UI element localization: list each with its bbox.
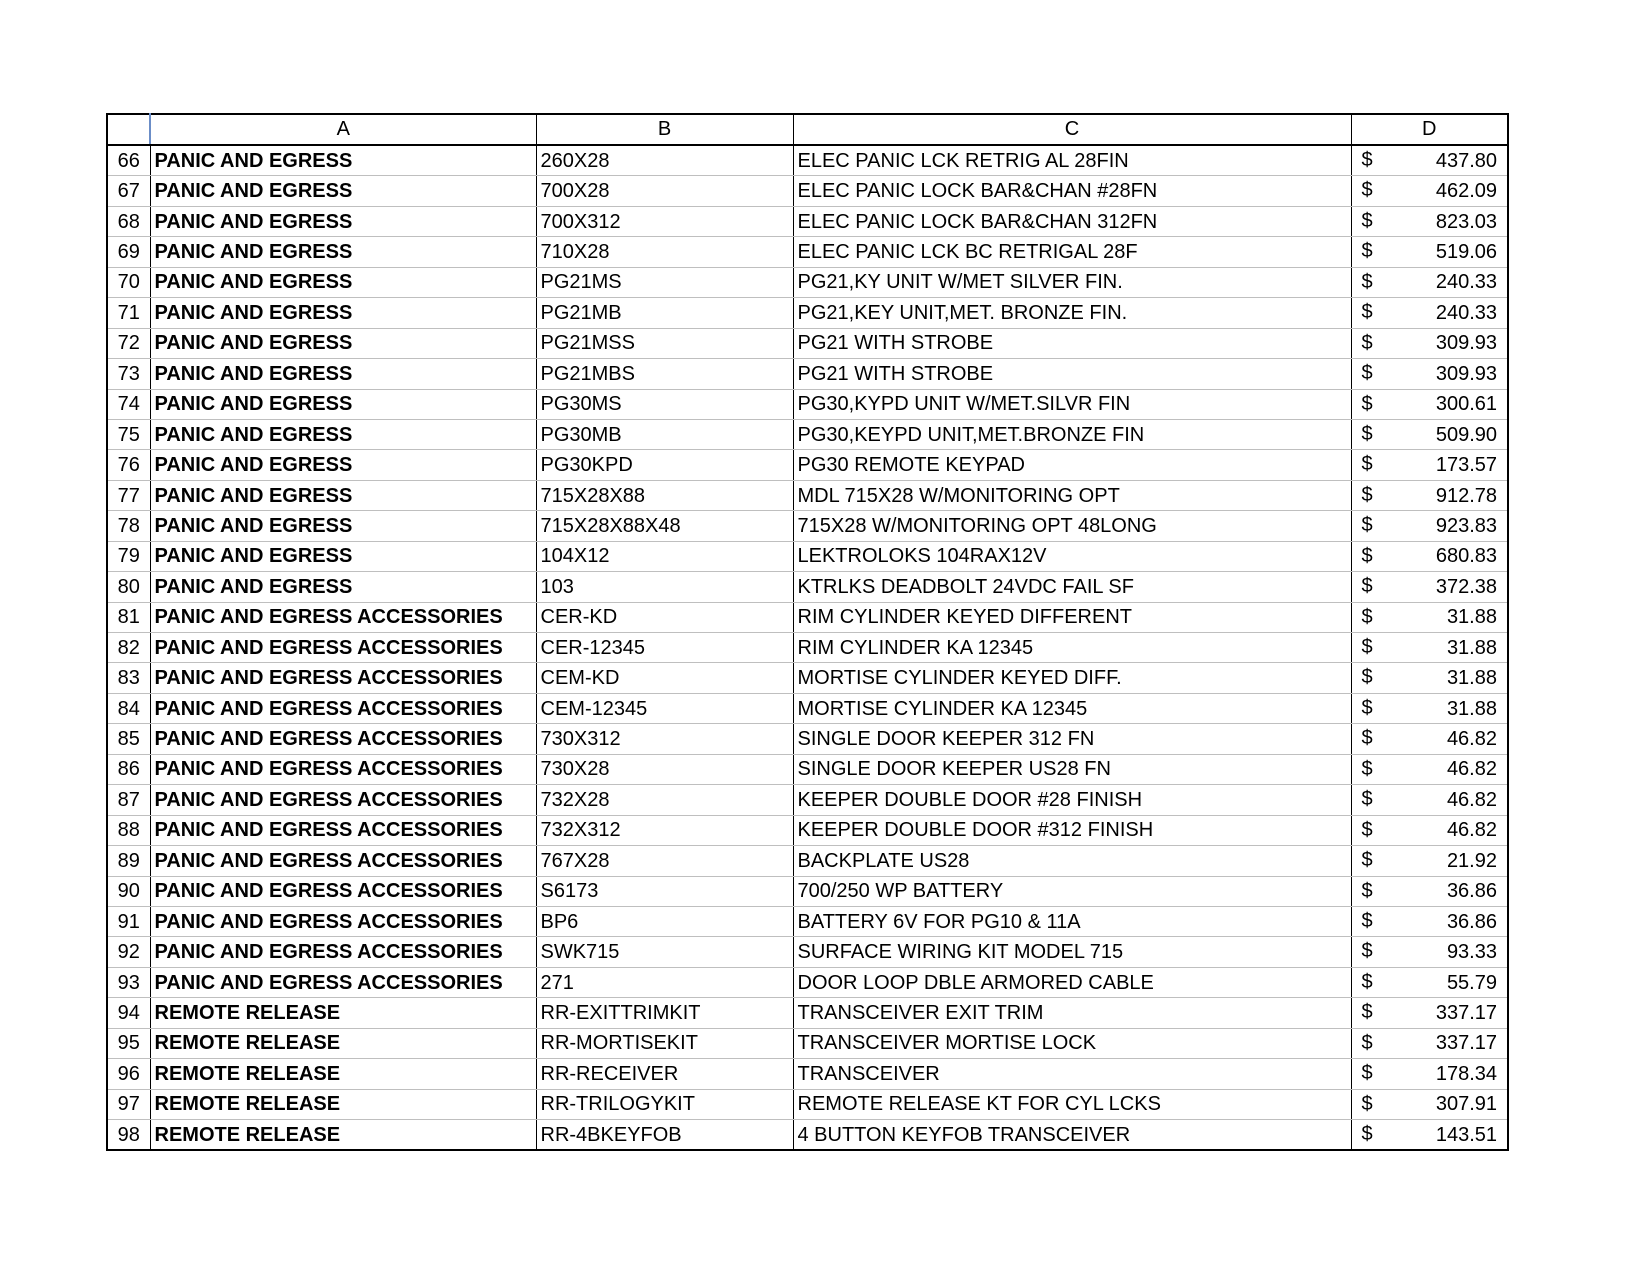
column-header-a[interactable]: A (150, 114, 536, 145)
description-cell[interactable]: RIM CYLINDER KA 12345 (793, 633, 1351, 663)
price-amount: 31.88 (1446, 667, 1497, 690)
currency-symbol: $ (1361, 909, 1373, 932)
currency-symbol: $ (1361, 605, 1373, 628)
row-number[interactable]: 97 (107, 1089, 150, 1119)
table-row (107, 237, 1508, 267)
part-number-cell[interactable]: 260X28 (536, 145, 793, 176)
price-amount: 173.57 (1435, 454, 1497, 477)
price-cell[interactable] (1351, 754, 1508, 784)
price-amount: 143.51 (1435, 1123, 1497, 1146)
price-amount: 337.17 (1435, 1001, 1497, 1024)
price-cell[interactable] (1351, 450, 1508, 480)
currency-symbol: $ (1361, 392, 1373, 415)
description-cell[interactable]: TRANSCEIVER (793, 1059, 1351, 1089)
part-number-cell[interactable]: 700X28 (536, 176, 793, 206)
price-cell[interactable] (1351, 328, 1508, 358)
category-cell[interactable]: PANIC AND EGRESS (150, 206, 536, 236)
price-cell[interactable] (1351, 846, 1508, 876)
part-number-cell[interactable]: CEM-KD (536, 663, 793, 693)
part-number-cell[interactable]: BP6 (536, 906, 793, 936)
price-cell[interactable] (1351, 1028, 1508, 1058)
currency-symbol: $ (1361, 240, 1373, 263)
description-cell[interactable]: KEEPER DOUBLE DOOR #312 FINISH (793, 815, 1351, 845)
price-amount: 31.88 (1446, 636, 1497, 659)
currency-symbol: $ (1361, 788, 1373, 811)
row-number[interactable]: 92 (107, 937, 150, 967)
part-number-cell[interactable]: CER-12345 (536, 633, 793, 663)
row-number[interactable]: 98 (117, 1123, 140, 1146)
description-cell[interactable]: TRANSCEIVER EXIT TRIM (793, 998, 1351, 1028)
table-row (107, 359, 1508, 389)
table-row (107, 419, 1508, 449)
currency-symbol: $ (1361, 301, 1373, 324)
table-row (107, 663, 1508, 693)
description-cell[interactable]: LEKTROLOKS 104RAX12V (793, 541, 1351, 571)
category-cell[interactable]: PANIC AND EGRESS (150, 450, 536, 480)
part-number-cell[interactable]: 730X28 (536, 754, 793, 784)
row-number[interactable]: 66 (107, 145, 150, 176)
price-cell[interactable] (1351, 876, 1508, 906)
description-cell[interactable]: PG21,KY UNIT W/MET SILVER FIN. (793, 267, 1351, 297)
column-header-c[interactable]: C (793, 114, 1351, 145)
table-row (107, 572, 1508, 602)
price-amount: 437.80 (1435, 149, 1497, 172)
description-cell[interactable]: REMOTE RELEASE KT FOR CYL LCKS (793, 1089, 1351, 1119)
table-row (107, 754, 1508, 784)
category-cell[interactable]: PANIC AND EGRESS ACCESSORIES (150, 693, 536, 723)
category-cell[interactable]: PANIC AND EGRESS (150, 541, 536, 571)
table-row (107, 1089, 1508, 1119)
row-number[interactable]: 78 (107, 511, 150, 541)
table-row (107, 937, 1508, 967)
category-cell[interactable]: PANIC AND EGRESS (150, 572, 536, 602)
description-cell[interactable]: 715X28 W/MONITORING OPT 48LONG (793, 511, 1351, 541)
row-number[interactable]: 76 (107, 450, 150, 480)
part-number-cell[interactable]: 767X28 (536, 846, 793, 876)
price-cell[interactable] (1351, 206, 1508, 236)
price-cell[interactable] (1351, 480, 1508, 510)
currency-symbol: $ (1361, 514, 1373, 537)
table-row (107, 298, 1508, 328)
price-amount: 519.06 (1435, 241, 1497, 264)
row-number[interactable]: 82 (107, 633, 150, 663)
price-cell[interactable] (1351, 511, 1508, 541)
price-cell[interactable] (1351, 389, 1508, 419)
category-cell[interactable]: PANIC AND EGRESS ACCESSORIES (150, 937, 536, 967)
category-cell[interactable]: REMOTE RELEASE (150, 1059, 536, 1089)
price-amount: 31.88 (1446, 606, 1497, 629)
description-cell[interactable]: SURFACE WIRING KIT MODEL 715 (793, 937, 1351, 967)
currency-symbol: $ (1361, 818, 1373, 841)
table-row (107, 1059, 1508, 1089)
price-cell[interactable] (1351, 541, 1508, 571)
table-row (107, 145, 1508, 176)
table-row (107, 785, 1508, 815)
category-cell[interactable]: PANIC AND EGRESS (150, 145, 536, 176)
part-number-cell[interactable]: PG21MSS (536, 328, 793, 358)
row-number[interactable]: 96 (107, 1059, 150, 1089)
table-row (107, 602, 1508, 632)
row-number[interactable]: 88 (107, 815, 150, 845)
price-cell[interactable] (1351, 237, 1508, 267)
category-cell[interactable]: PANIC AND EGRESS ACCESSORIES (150, 633, 536, 663)
row-number[interactable]: 86 (107, 754, 150, 784)
price-cell[interactable] (1351, 633, 1508, 663)
price-amount: 46.82 (1446, 788, 1497, 811)
price-cell[interactable] (1351, 815, 1508, 845)
price-list-table (106, 113, 1509, 1151)
table-row (107, 206, 1508, 236)
currency-symbol: $ (1361, 575, 1373, 598)
price-cell[interactable] (1351, 937, 1508, 967)
price-amount: 31.88 (1446, 697, 1497, 720)
description-cell[interactable]: PG21,KEY UNIT,MET. BRONZE FIN. (793, 298, 1351, 328)
currency-symbol: $ (1361, 879, 1373, 902)
row-number[interactable]: 93 (107, 967, 150, 997)
price-amount: 680.83 (1435, 545, 1497, 568)
price-amount: 823.03 (1435, 210, 1497, 233)
category-cell[interactable]: PANIC AND EGRESS (150, 389, 536, 419)
price-amount: 240.33 (1435, 301, 1497, 324)
category-cell[interactable]: REMOTE RELEASE (150, 1028, 536, 1058)
category-cell[interactable]: PANIC AND EGRESS (150, 176, 536, 206)
part-number-cell[interactable]: 710X28 (536, 237, 793, 267)
row-number[interactable]: 87 (107, 785, 150, 815)
part-number-cell[interactable]: SWK715 (536, 937, 793, 967)
part-number-cell[interactable]: PG21MS (536, 267, 793, 297)
price-amount: 509.90 (1435, 423, 1497, 446)
row-number[interactable]: 84 (107, 693, 150, 723)
price-cell[interactable] (1351, 298, 1508, 328)
table-row (107, 176, 1508, 206)
description-cell[interactable]: BACKPLATE US28 (793, 846, 1351, 876)
row-number[interactable]: 91 (107, 906, 150, 936)
category-cell[interactable]: PANIC AND EGRESS (150, 419, 536, 449)
currency-symbol: $ (1361, 727, 1373, 750)
category-cell[interactable]: PANIC AND EGRESS (150, 480, 536, 510)
description-cell[interactable]: PG30,KEYPD UNIT,MET.BRONZE FIN (793, 419, 1351, 449)
price-cell[interactable] (1351, 785, 1508, 815)
description-cell[interactable]: ELEC PANIC LCK BC RETRIGAL 28F (793, 237, 1351, 267)
part-number-cell[interactable]: 103 (536, 572, 793, 602)
currency-symbol: $ (1361, 544, 1373, 567)
part-number-cell[interactable]: S6173 (536, 876, 793, 906)
column-header-d[interactable]: D (1351, 114, 1508, 145)
part-number-cell[interactable]: 732X28 (536, 785, 793, 815)
price-amount: 46.82 (1446, 758, 1497, 781)
category-cell[interactable]: PANIC AND EGRESS (150, 298, 536, 328)
currency-symbol: $ (1361, 636, 1373, 658)
category-cell[interactable]: REMOTE RELEASE (150, 998, 536, 1028)
table-row (107, 450, 1508, 480)
currency-symbol: $ (1361, 362, 1373, 385)
description-cell[interactable]: PG21 WITH STROBE (793, 328, 1351, 358)
table-row (107, 633, 1508, 663)
part-number-cell[interactable]: RR-TRILOGYKIT (536, 1089, 793, 1119)
currency-symbol: $ (1361, 849, 1373, 872)
price-amount: 178.34 (1435, 1062, 1497, 1085)
category-cell[interactable]: PANIC AND EGRESS (150, 511, 536, 541)
currency-symbol: $ (1361, 1031, 1373, 1054)
select-all-corner[interactable] (107, 114, 150, 145)
row-number[interactable]: 71 (107, 298, 150, 328)
price-cell[interactable] (1351, 419, 1508, 449)
price-cell[interactable] (1351, 1059, 1508, 1089)
table-row (107, 480, 1508, 510)
description-cell[interactable]: ELEC PANIC LOCK BAR&CHAN 312FN (793, 206, 1351, 236)
price-cell[interactable] (1351, 602, 1508, 632)
part-number-cell[interactable]: PG30KPD (536, 450, 793, 480)
table-row (107, 1028, 1508, 1058)
category-cell[interactable]: PANIC AND EGRESS ACCESSORIES (150, 754, 536, 784)
price-amount: 337.17 (1435, 1032, 1497, 1055)
table-row (107, 328, 1508, 358)
description-cell[interactable]: KEEPER DOUBLE DOOR #28 FINISH (793, 785, 1351, 815)
category-cell[interactable]: PANIC AND EGRESS ACCESSORIES (150, 785, 536, 815)
category-cell[interactable]: PANIC AND EGRESS ACCESSORIES (150, 846, 536, 876)
table-row (107, 541, 1508, 571)
price-cell[interactable] (1351, 1089, 1508, 1119)
row-number[interactable]: 67 (107, 176, 150, 206)
description-cell[interactable]: 700/250 WP BATTERY (793, 876, 1351, 906)
price-amount: 36.86 (1446, 910, 1497, 933)
currency-symbol: $ (1361, 757, 1373, 780)
currency-symbol: $ (1361, 1062, 1373, 1085)
price-cell[interactable] (1351, 663, 1508, 693)
price-cell[interactable] (1351, 359, 1508, 389)
part-number-cell[interactable]: 104X12 (536, 541, 793, 571)
table-body (107, 145, 1508, 1150)
currency-symbol: $ (1361, 1123, 1373, 1145)
row-number[interactable]: 80 (107, 572, 150, 602)
currency-symbol: $ (1361, 483, 1373, 506)
part-number-cell[interactable]: 730X312 (536, 724, 793, 754)
table-row (107, 724, 1508, 754)
price-cell[interactable] (1351, 267, 1508, 297)
price-cell[interactable] (1351, 998, 1508, 1028)
price-amount: 55.79 (1446, 971, 1497, 994)
row-number[interactable]: 81 (107, 602, 150, 632)
row-number[interactable]: 77 (107, 480, 150, 510)
description-cell[interactable]: TRANSCEIVER MORTISE LOCK (793, 1028, 1351, 1058)
row-number[interactable]: 70 (107, 267, 150, 297)
row-number[interactable]: 75 (107, 419, 150, 449)
category-cell[interactable]: PANIC AND EGRESS (150, 328, 536, 358)
currency-symbol: $ (1361, 209, 1373, 232)
description-cell[interactable]: PG30 REMOTE KEYPAD (793, 450, 1351, 480)
category-cell[interactable]: PANIC AND EGRESS ACCESSORIES (150, 602, 536, 632)
table-row (107, 906, 1508, 936)
row-number[interactable]: 79 (107, 541, 150, 571)
currency-symbol: $ (1361, 1001, 1373, 1024)
description-cell[interactable]: MORTISE CYLINDER KA 12345 (793, 693, 1351, 723)
row-number[interactable]: 90 (107, 876, 150, 906)
price-amount: 93.33 (1446, 941, 1497, 964)
currency-symbol: $ (1361, 179, 1373, 202)
row-number[interactable]: 74 (107, 389, 150, 419)
part-number-cell[interactable]: RR-4BKEYFOB (536, 1120, 793, 1151)
row-number[interactable]: 85 (107, 724, 150, 754)
price-amount: 21.92 (1446, 849, 1497, 872)
price-amount: 309.93 (1435, 362, 1497, 385)
category-cell[interactable]: PANIC AND EGRESS ACCESSORIES (150, 815, 536, 845)
currency-symbol: $ (1361, 666, 1373, 689)
price-amount: 912.78 (1435, 484, 1497, 507)
price-cell[interactable] (1351, 693, 1508, 723)
description-cell[interactable]: MORTISE CYLINDER KEYED DIFF. (793, 663, 1351, 693)
table-row (107, 967, 1508, 997)
price-cell[interactable] (1351, 724, 1508, 754)
description-cell[interactable]: RIM CYLINDER KEYED DIFFERENT (793, 602, 1351, 632)
row-number[interactable]: 73 (107, 359, 150, 389)
row-number[interactable]: 72 (107, 328, 150, 358)
row-number[interactable]: 94 (107, 998, 150, 1028)
price-amount: 36.86 (1446, 880, 1497, 903)
price-cell[interactable] (1351, 145, 1508, 176)
row-number[interactable]: 68 (107, 206, 150, 236)
part-number-cell[interactable]: 271 (536, 967, 793, 997)
part-number-cell[interactable]: CEM-12345 (536, 693, 793, 723)
part-number-cell[interactable]: 732X312 (536, 815, 793, 845)
category-cell[interactable]: REMOTE RELEASE (150, 1089, 536, 1119)
price-amount: 240.33 (1435, 271, 1497, 294)
part-number-cell[interactable]: 715X28X88X48 (536, 511, 793, 541)
table-row (107, 389, 1508, 419)
price-amount: 923.83 (1435, 514, 1497, 537)
part-number-cell[interactable]: PG30MB (536, 419, 793, 449)
row-number[interactable]: 83 (107, 663, 150, 693)
category-cell[interactable]: PANIC AND EGRESS ACCESSORIES (150, 967, 536, 997)
description-cell[interactable]: ELEC PANIC LOCK BAR&CHAN #28FN (793, 176, 1351, 206)
price-amount: 307.91 (1435, 1093, 1497, 1116)
part-number-cell[interactable]: RR-EXITTRIMKIT (536, 998, 793, 1028)
currency-symbol: $ (1361, 331, 1373, 354)
currency-symbol: $ (1361, 696, 1373, 719)
table-row (107, 815, 1508, 845)
description-cell[interactable]: BATTERY 6V FOR PG10 & 11A (793, 906, 1351, 936)
price-cell[interactable] (1351, 572, 1508, 602)
part-number-cell[interactable]: PG30MS (536, 389, 793, 419)
part-number-cell[interactable]: PG21MBS (536, 359, 793, 389)
price-cell[interactable] (1351, 967, 1508, 997)
price-amount: 309.93 (1435, 332, 1497, 355)
price-amount: 300.61 (1435, 393, 1497, 416)
part-number-cell[interactable]: CER-KD (536, 602, 793, 632)
category-cell[interactable]: REMOTE RELEASE (150, 1120, 536, 1151)
price-amount: 46.82 (1446, 728, 1497, 751)
currency-symbol: $ (1361, 453, 1373, 476)
table-row (107, 998, 1508, 1028)
price-cell[interactable] (1351, 176, 1508, 206)
price-cell[interactable] (1351, 906, 1508, 936)
description-cell[interactable]: MDL 715X28 W/MONITORING OPT (793, 480, 1351, 510)
part-number-cell[interactable]: 715X28X88 (536, 480, 793, 510)
row-number[interactable]: 69 (107, 237, 150, 267)
row-number[interactable]: 95 (107, 1028, 150, 1058)
table-row (107, 693, 1508, 723)
category-cell[interactable]: PANIC AND EGRESS ACCESSORIES (150, 724, 536, 754)
currency-symbol: $ (1361, 970, 1373, 993)
part-number-cell[interactable]: PG21MB (536, 298, 793, 328)
table-row (107, 846, 1508, 876)
category-cell[interactable]: PANIC AND EGRESS ACCESSORIES (150, 663, 536, 693)
currency-symbol: $ (1361, 270, 1373, 293)
description-cell[interactable]: SINGLE DOOR KEEPER 312 FN (793, 724, 1351, 754)
category-cell[interactable]: PANIC AND EGRESS ACCESSORIES (150, 906, 536, 936)
currency-symbol: $ (1361, 1092, 1373, 1115)
part-number-cell[interactable]: RR-RECEIVER (536, 1059, 793, 1089)
currency-symbol: $ (1361, 149, 1373, 171)
category-cell[interactable]: PANIC AND EGRESS (150, 237, 536, 267)
description-cell[interactable]: SINGLE DOOR KEEPER US28 FN (793, 754, 1351, 784)
column-header-row (107, 114, 1508, 145)
table-row (107, 267, 1508, 297)
table-row (107, 511, 1508, 541)
description-cell[interactable]: 4 BUTTON KEYFOB TRANSCEIVER (793, 1120, 1351, 1151)
description-cell[interactable]: DOOR LOOP DBLE ARMORED CABLE (793, 967, 1351, 997)
currency-symbol: $ (1361, 940, 1373, 963)
column-header-b[interactable]: B (536, 114, 793, 145)
description-cell[interactable]: PG21 WITH STROBE (793, 359, 1351, 389)
price-cell[interactable] (1351, 1120, 1508, 1151)
price-amount: 46.82 (1446, 819, 1497, 842)
description-cell[interactable]: KTRLKS DEADBOLT 24VDC FAIL SF (793, 572, 1351, 602)
category-cell[interactable]: PANIC AND EGRESS (150, 267, 536, 297)
category-cell[interactable]: PANIC AND EGRESS (150, 359, 536, 389)
part-number-cell[interactable]: RR-MORTISEKIT (536, 1028, 793, 1058)
currency-symbol: $ (1361, 422, 1373, 445)
table-row (107, 876, 1508, 906)
row-number[interactable]: 89 (107, 846, 150, 876)
table-row (107, 1120, 1508, 1151)
part-number-cell[interactable]: 700X312 (536, 206, 793, 236)
price-amount: 462.09 (1435, 180, 1497, 203)
description-cell[interactable]: ELEC PANIC LCK RETRIG AL 28FIN (793, 145, 1351, 176)
description-cell[interactable]: PG30,KYPD UNIT W/MET.SILVR FIN (793, 389, 1351, 419)
price-amount: 372.38 (1435, 575, 1497, 598)
category-cell[interactable]: PANIC AND EGRESS ACCESSORIES (150, 876, 536, 906)
